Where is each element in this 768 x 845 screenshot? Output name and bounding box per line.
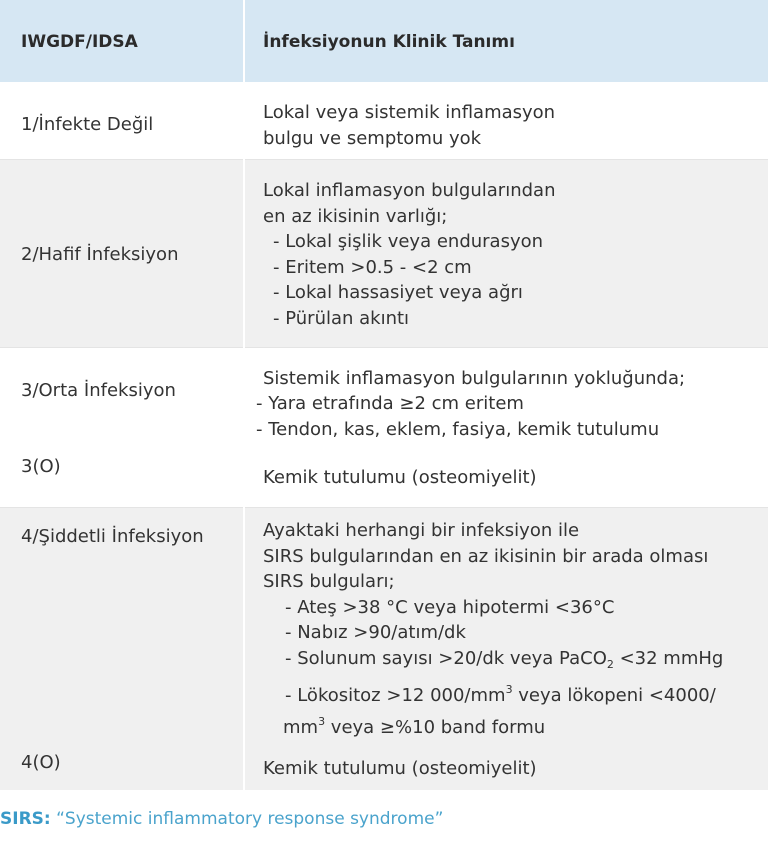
definition-line: SIRS bulgularından en az ikisinin bir arada olması [263,545,709,567]
wbc2-superscript: 3 [318,714,326,728]
row-sub-text: Kemik tutulumu (osteomiyelit) [263,467,537,488]
row-definition [263,100,555,151]
column-divider [243,0,245,790]
resp-text: - Solunum sayısı >20/dk veya PaCO [285,647,607,669]
row-sub-text: Kemik tutulumu (osteomiyelit) [263,758,537,779]
definition-line: Sistemik inflamasyon bulgularının yokluğunda; [263,368,686,389]
row-label: 2/Hafif İnfeksiyon [21,244,179,265]
footnote [0,809,443,829]
row-definition [263,518,723,740]
wbc2-text: mm [283,716,319,738]
definition-line: Lokal inflamasyon bulgularından [263,180,556,201]
definition-line-respiration [263,646,723,678]
definition-line: - Ateş >38 °C veya hipotermi <36°C [285,596,615,618]
footnote-abbr: SIRS: [0,809,51,829]
footnote-text: “Systemic inflammatory response syndrome” [50,809,444,829]
table-row [0,82,768,160]
resp-subscript: 2 [606,657,614,671]
definition-line: - Nabız >90/atım/dk [285,622,466,643]
row-label: 3/Orta İnfeksiyon [21,380,176,401]
definition-line: - Tendon, kas, eklem, fasiya, kemik tutulumu [256,418,660,440]
resp-text-end: <32 mmHg [613,647,724,669]
definition-line: - Eritem >0.5 - <2 cm [273,256,472,278]
row-sub-label: 3(O) [21,456,61,477]
definition-line: Lokal veya sistemik inflamasyon [263,102,556,123]
definition-line: SIRS bulguları; [263,571,395,592]
definition-line: - Yara etrafında ≥2 cm eritem [256,393,524,414]
table-row [0,160,768,348]
row-definition-cont [256,391,659,442]
table-row [0,348,768,508]
definition-line: bulgu ve semptomu yok [263,127,482,149]
wbc-text: - Lökositoz >12 000/mm [285,685,506,706]
definition-line: Ayaktaki herhangi bir infeksiyon ile [263,520,580,541]
row-sub-label: 4(O) [21,752,61,773]
wbc-text-end: veya lökopeni <4000/ [512,685,716,706]
definition-line: - Lokal hassasiyet veya ağrı [273,282,523,303]
wbc2-text-end: veya ≥%10 band formu [325,716,546,738]
row-label: 1/İnfekte Değil [21,114,154,135]
definition-line-wbc [263,677,723,709]
header-col-definition: İnfeksiyonun Klinik Tanımı [263,32,515,52]
row-definition [263,178,555,331]
header-col-iwgdf: IWGDF/IDSA [21,32,138,52]
definition-line-wbc-cont [263,709,723,741]
wbc-superscript: 3 [505,683,513,696]
definition-line: - Lokal şişlik veya endurasyon [273,231,544,252]
table-row [0,508,768,790]
table-header [0,0,768,82]
definition-line: en az ikisinin varlığı; [263,205,448,227]
row-definition [263,366,685,392]
definition-line: - Pürülan akıntı [273,307,410,329]
row-label: 4/Şiddetli İnfeksiyon [21,526,204,547]
